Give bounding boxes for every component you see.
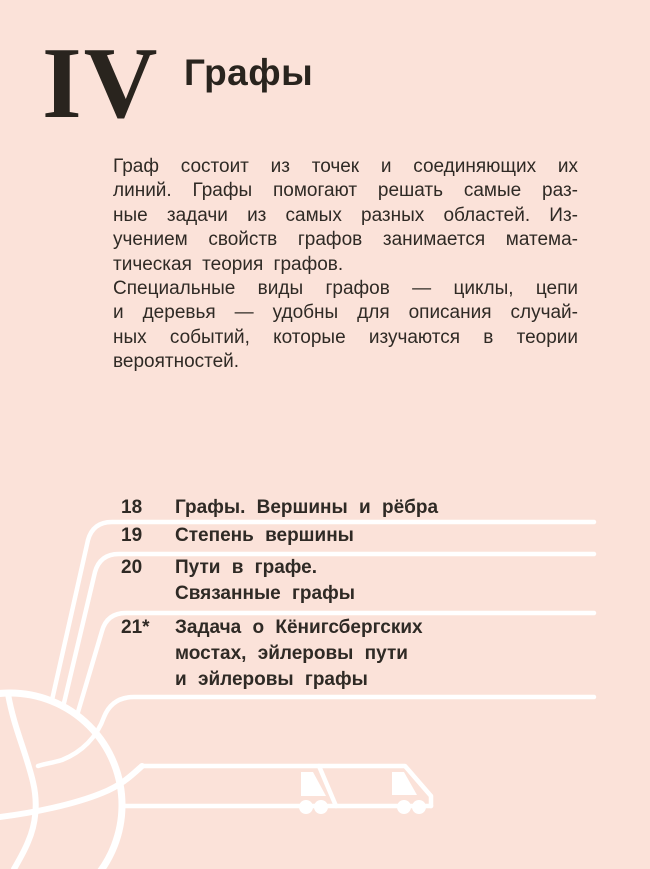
intro-line: Граф состоит из точек и соединяющих их (113, 156, 578, 177)
intro-line: и деревья — удобны для описания случай- (113, 302, 578, 324)
toc-item-line: и эйлеровы графы (175, 669, 368, 690)
toc-item-line: мостах, эйлеровы пути (175, 643, 408, 664)
toc-item-number: 18 (121, 497, 143, 518)
toc-item (121, 495, 595, 521)
toc-item-title (175, 523, 595, 549)
intro-line: ных событий, которые изучаются в теории (113, 326, 578, 348)
toc-item (121, 523, 595, 549)
intro-line: линий. Графы помогают решать самые раз- (113, 180, 578, 202)
toc-item-line: Пути в графе. (175, 557, 317, 578)
toc-item-title (175, 495, 595, 521)
toc-item (121, 615, 595, 693)
toc-item-title (175, 555, 595, 607)
intro-line: вероятностей. (113, 351, 240, 373)
toc-item-number: 21* (121, 617, 150, 638)
toc-item-number: 19 (121, 525, 143, 546)
toc-item-line: Связанные графы (175, 583, 355, 604)
toc-item (121, 555, 595, 607)
intro-line: учением свойств графов занимается матема- (113, 229, 578, 251)
page-title: Графы (184, 52, 314, 93)
chapter-numeral: IV (42, 27, 160, 140)
toc-item-number: 20 (121, 557, 143, 578)
toc-item-line: Степень вершины (175, 525, 354, 546)
toc-item-title (175, 615, 595, 693)
toc-item-line: Графы. Вершины и рёбра (175, 497, 439, 518)
toc-item-line: Задача о Кёнигсбергских (175, 617, 423, 638)
intro-line: ные задачи из самых разных областей. Из- (113, 204, 578, 226)
intro-line: Специальные виды графов — циклы, цепи (113, 278, 578, 300)
intro-line: тическая теория графов. (113, 253, 344, 275)
